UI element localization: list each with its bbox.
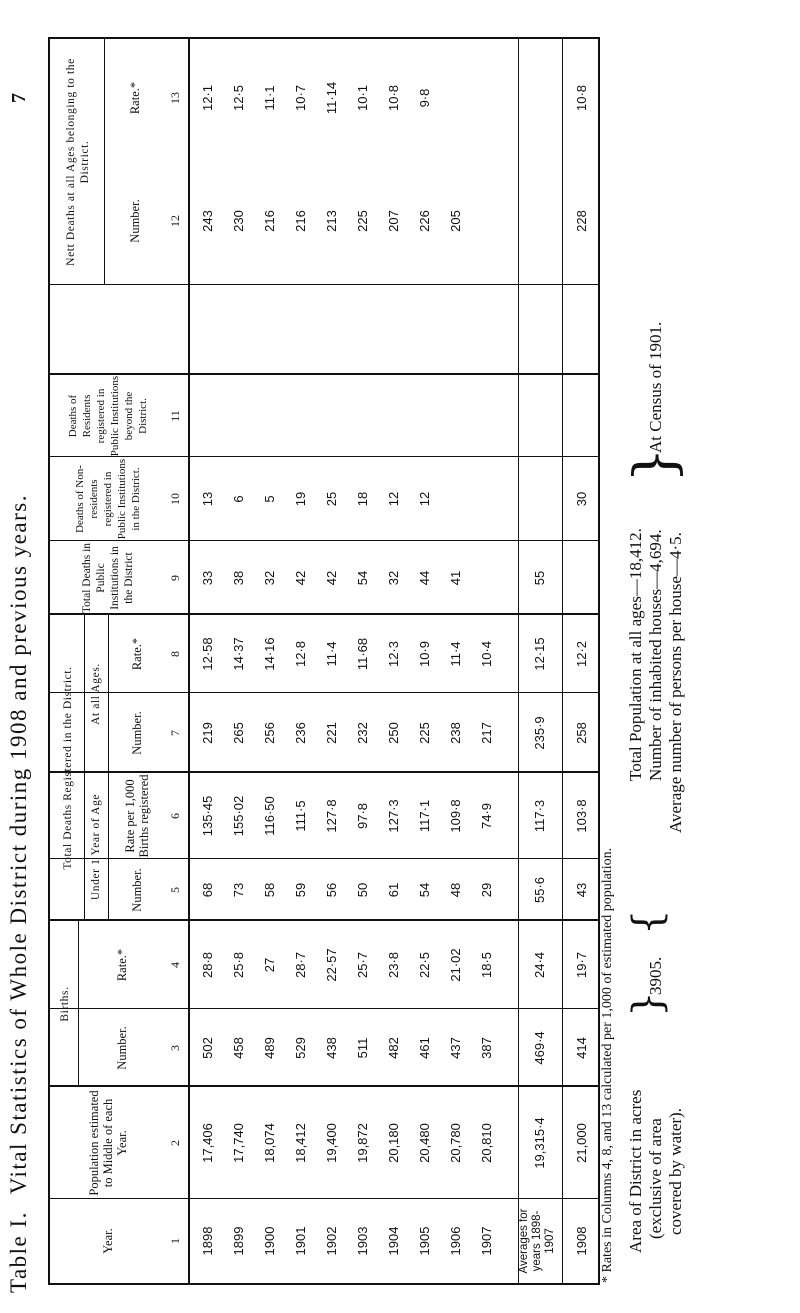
table-row-1898-public-deaths: 33 (200, 570, 215, 586)
averages-row-population: 19,315·4 (532, 1117, 547, 1169)
col-number: 3 (168, 1045, 182, 1051)
col-number: 4 (168, 962, 182, 968)
averages-row-deaths-rate: 12·15 (532, 637, 547, 671)
population-header: Population estimated to Middle of each Year. (87, 1090, 129, 1196)
table-row-1905-births-number: 461 (417, 1037, 432, 1059)
table-row-1903-deaths-rate: 11·68 (355, 637, 370, 671)
table-row-1903-births-number: 511 (355, 1037, 370, 1059)
table-row-1898-population: 17,406 (200, 1123, 215, 1163)
row-1908-nonresident-deaths: 30 (574, 491, 589, 507)
col-number: 5 (168, 887, 182, 893)
nett-rate-header: Rate.* (128, 81, 142, 115)
table-row-1904-year: 1904 (386, 1226, 401, 1256)
row-1908-births-rate: 19·7 (574, 951, 589, 979)
table-row-1907-births-number: 387 (479, 1037, 494, 1059)
table-row-1898-nonresident-deaths: 13 (200, 491, 215, 507)
births-group-rule (78, 921, 79, 1087)
table-row-1900-births-rate: 27 (262, 957, 277, 973)
table-row-1902-nett-rate: 11·14 (324, 81, 339, 115)
table-row-1907-deaths-rate: 10·4 (479, 640, 494, 668)
table-row-1899-nett-rate: 12·5 (231, 84, 246, 112)
table-row-1904-public-deaths: 32 (386, 570, 401, 586)
table-row-1902-population: 19,400 (324, 1123, 339, 1163)
under1-rate-header: Rate per 1,000 Births registered (123, 774, 151, 858)
under1-header: Under 1 Year of Age (90, 793, 102, 901)
table-row-1901-deaths-number: 236 (293, 722, 308, 744)
census-note (623, 133, 688, 833)
table-row-1906-public-deaths: 41 (448, 570, 463, 586)
table-row-1903-deaths-number: 232 (355, 722, 370, 744)
table-row-1905-under1-number: 54 (417, 882, 432, 898)
table-row-1906-nett-number: 205 (448, 210, 463, 232)
table-row-1898-deaths-rate: 12·58 (200, 637, 215, 671)
table-row-1899-births-rate: 25·8 (231, 951, 246, 979)
row-1908-births-number: 414 (574, 1037, 589, 1059)
col-number: 10 (168, 493, 182, 505)
table-row-1899-public-deaths: 38 (231, 570, 246, 586)
census-brace: } (623, 447, 688, 483)
table-label: Table I. (6, 1211, 31, 1293)
table-row-1901-nett-rate: 10·7 (293, 84, 308, 112)
table-row-1906-births-number: 437 (448, 1037, 463, 1059)
table-row-1907-under1-number: 29 (479, 882, 494, 898)
area-brace-right: { (625, 909, 671, 935)
averages-row-year: Averages for years 1898-1907 (518, 1208, 556, 1274)
vital-statistics-table (48, 37, 600, 1285)
table-row-1898-year: 1898 (200, 1226, 215, 1256)
table-row-1905-births-rate: 22·5 (417, 951, 432, 979)
census-line-2: Number of inhabited houses—4,694. (646, 529, 665, 781)
table-row-1903-nett-number: 225 (355, 210, 370, 232)
table-row-1898-nett-rate: 12·1 (200, 84, 215, 112)
table-row-1898-births-number: 502 (200, 1037, 215, 1059)
header-rule (188, 39, 190, 1283)
table-row-1902-under1-rate: 127·8 (324, 799, 339, 833)
table-row-1901-nonresident-deaths: 19 (293, 491, 308, 507)
table-row-1900-population: 18,074 (262, 1123, 277, 1163)
table-row-1899-under1-number: 73 (231, 882, 246, 898)
table-row-1898-deaths-number: 219 (200, 722, 215, 744)
table-row-1902-deaths-rate: 11·4 (324, 641, 339, 667)
table-row-1907-year: 1907 (479, 1226, 494, 1256)
allages-number-header: Number. (130, 711, 144, 755)
page-number: 7 (8, 93, 30, 103)
nonresidents-header: Deaths of Non-residents registered in Public Institutions in the District. (74, 458, 142, 540)
row-1908-nett-rate: 10·8 (574, 84, 589, 112)
table-row-1906-under1-rate: 109·8 (448, 799, 463, 833)
table-row-1901-public-deaths: 42 (293, 570, 308, 586)
census-line-3: Average number of persons per house—4·5. (666, 532, 685, 833)
table-row-1907-births-rate: 18·5 (479, 951, 494, 979)
table-row-1900-nett-number: 216 (262, 210, 277, 232)
census-note-text: At Census of 1901. (646, 321, 665, 453)
table-row-1901-year: 1901 (293, 1226, 308, 1256)
table-row-1901-nett-number: 216 (293, 210, 308, 232)
table-row-1904-births-rate: 23·8 (386, 951, 401, 979)
row-1908-deaths-number: 258 (574, 722, 589, 744)
row-1908-under1-number: 43 (574, 882, 589, 898)
table-row-1903-population: 19,872 (355, 1123, 370, 1163)
table-row-1906-year: 1906 (448, 1226, 463, 1256)
table-row-1904-population: 20,180 (386, 1123, 401, 1163)
table-row-1906-under1-number: 48 (448, 882, 463, 898)
table-row-1902-births-number: 438 (324, 1037, 339, 1059)
table-title-text: Vital Statistics of Whole District during 1908 and previous years. (6, 494, 31, 1195)
table-row-1899-deaths-rate: 14·37 (231, 637, 246, 671)
deaths-subgroup-rule (108, 615, 109, 921)
table-row-1904-nett-number: 207 (386, 210, 401, 232)
col-number: 6 (168, 813, 182, 819)
col-number: 9 (168, 575, 182, 581)
births-header: Births. (59, 986, 71, 1022)
allages-header: At all Ages. (90, 663, 102, 725)
col-number: 11 (168, 410, 182, 422)
table-row-1899-population: 17,740 (231, 1123, 246, 1163)
table-row-1904-deaths-rate: 12·3 (386, 640, 401, 668)
nett-deaths-header: Nett Deaths at all Ages belonging to the District. (65, 58, 91, 266)
table-row-1905-under1-rate: 117·1 (417, 799, 432, 833)
table-row-1899-nett-number: 230 (231, 210, 246, 232)
table-row-1903-year: 1903 (355, 1226, 370, 1256)
table-row-1901-under1-rate: 111·5 (293, 800, 308, 832)
area-brace-left: } (625, 991, 671, 1017)
births-number-header: Number. (115, 1026, 129, 1070)
table-row-1900-nett-rate: 11·1 (262, 85, 277, 111)
table-row-1903-under1-number: 50 (355, 882, 370, 898)
table-row-1900-public-deaths: 32 (262, 570, 277, 586)
table-row-1904-births-number: 482 (386, 1037, 401, 1059)
table-row-1901-population: 18,412 (293, 1123, 308, 1163)
table-row-1905-year: 1905 (417, 1226, 432, 1256)
table-row-1904-deaths-number: 250 (386, 722, 401, 744)
rates-footnote: * Rates in Columns 4, 8, and 13 calculated per 1,000 of estimated population. (600, 847, 615, 1283)
table-row-1900-nonresident-deaths: 5 (262, 495, 277, 503)
table-row-1906-deaths-rate: 11·4 (448, 641, 463, 667)
table-row-1901-under1-number: 59 (293, 882, 308, 898)
table-row-1907-population: 20,810 (479, 1123, 494, 1163)
averages-row-under1-rate: 117·3 (532, 799, 547, 833)
table-row-1905-public-deaths: 44 (417, 570, 432, 586)
table-row-1900-deaths-number: 256 (262, 722, 277, 744)
averages-row-public-deaths: 55 (532, 570, 547, 586)
table-row-1900-births-number: 489 (262, 1037, 277, 1059)
table-row-1902-year: 1902 (324, 1226, 339, 1256)
table-row-1905-nett-number: 226 (417, 210, 432, 232)
final-row-rule (562, 39, 563, 1283)
table-row-1903-under1-rate: 97·8 (355, 802, 370, 830)
table-row-1899-nonresident-deaths: 6 (231, 495, 246, 503)
table-row-1904-under1-rate: 127·3 (386, 799, 401, 833)
table-row-1901-deaths-rate: 12·8 (293, 640, 308, 668)
table-row-1905-nett-rate: 9·8 (417, 88, 432, 108)
births-rate-header: Rate.* (115, 948, 129, 982)
area-value: 3905. (646, 956, 665, 995)
year-header: Year. (101, 1228, 115, 1254)
table-row-1898-births-rate: 28·8 (200, 951, 215, 979)
col-number: 8 (168, 651, 182, 657)
averages-row-births-number: 469·4 (532, 1031, 547, 1065)
table-row-1906-deaths-number: 238 (448, 722, 463, 744)
table-row-1900-year: 1900 (262, 1226, 277, 1256)
nett-group-rule (104, 39, 105, 285)
table-row-1898-nett-number: 243 (200, 210, 215, 232)
col-number: 13 (168, 92, 182, 104)
public-institutions-header: Total Deaths in Public Institutions in the District (81, 542, 135, 614)
averages-row-under1-number: 55·6 (532, 876, 547, 904)
table-row-1903-nett-rate: 10·1 (355, 84, 370, 112)
row-1908-nett-number: 228 (574, 210, 589, 232)
col-number: 2 (168, 1140, 182, 1146)
table-row-1907-deaths-number: 217 (479, 722, 494, 744)
row-1908-year: 1908 (574, 1226, 589, 1256)
table-row-1899-births-number: 458 (231, 1037, 246, 1059)
census-line-1: Total Population at all ages—18,412. (626, 528, 645, 781)
residents-header: Deaths of Residents registered in Public Institutions beyond the District. (67, 375, 149, 457)
table-title (6, 13, 36, 1293)
averages-row-births-rate: 24·4 (532, 951, 547, 979)
table-row-1900-under1-rate: 116·50 (262, 796, 277, 836)
area-note (626, 853, 686, 1253)
area-line-1: Area of District in acres (626, 1089, 645, 1253)
table-row-1900-under1-number: 58 (262, 882, 277, 898)
row-1908-deaths-rate: 12·2 (574, 640, 589, 668)
table-row-1902-deaths-number: 221 (324, 722, 339, 744)
table-row-1902-nonresident-deaths: 25 (324, 491, 339, 507)
table-row-1902-public-deaths: 42 (324, 570, 339, 586)
table-row-1907-under1-rate: 74·9 (479, 802, 494, 830)
table-row-1901-births-rate: 28·7 (293, 951, 308, 979)
area-line-3: covered by water). (666, 1108, 685, 1235)
area-line-2: (exclusive of area (646, 1118, 665, 1239)
table-row-1899-deaths-number: 265 (231, 722, 246, 744)
averages-row-deaths-number: 235·9 (532, 716, 547, 750)
nett-number-header: Number. (128, 199, 142, 243)
table-row-1906-births-rate: 21·02 (448, 948, 463, 982)
row-1908-under1-rate: 103·8 (574, 799, 589, 833)
table-row-1903-nonresident-deaths: 18 (355, 491, 370, 507)
table-row-1905-deaths-number: 225 (417, 722, 432, 744)
table-row-1900-deaths-rate: 14·16 (262, 637, 277, 671)
table-row-1899-year: 1899 (231, 1226, 246, 1256)
table-row-1902-nett-number: 213 (324, 210, 339, 232)
table-row-1905-population: 20,480 (417, 1123, 432, 1163)
table-row-1903-births-rate: 25·7 (355, 951, 370, 979)
table-row-1902-births-rate: 22·57 (324, 948, 339, 982)
row-1908-population: 21,000 (574, 1123, 589, 1163)
table-row-1906-population: 20,780 (448, 1123, 463, 1163)
table-row-1898-under1-rate: 135·45 (200, 795, 215, 837)
averages-rule (518, 39, 519, 1283)
table-row-1899-under1-rate: 155·02 (231, 795, 246, 837)
total-deaths-header: Total Deaths Registered in the District. (62, 666, 74, 870)
table-row-1902-under1-number: 56 (324, 882, 339, 898)
table-row-1903-public-deaths: 54 (355, 570, 370, 586)
col-number: 7 (168, 730, 182, 736)
col-number: 1 (168, 1238, 182, 1244)
table-row-1905-nonresident-deaths: 12 (417, 491, 432, 507)
allages-rate-header: Rate.* (130, 637, 144, 671)
col-number: 12 (168, 215, 182, 227)
table-row-1898-under1-number: 68 (200, 882, 215, 898)
table-row-1904-nett-rate: 10·8 (386, 84, 401, 112)
table-row-1904-nonresident-deaths: 12 (386, 491, 401, 507)
table-row-1904-under1-number: 61 (386, 882, 401, 898)
table-row-1901-births-number: 529 (293, 1037, 308, 1059)
under1-number-header: Number. (130, 868, 144, 912)
table-row-1905-deaths-rate: 10·9 (417, 640, 432, 668)
